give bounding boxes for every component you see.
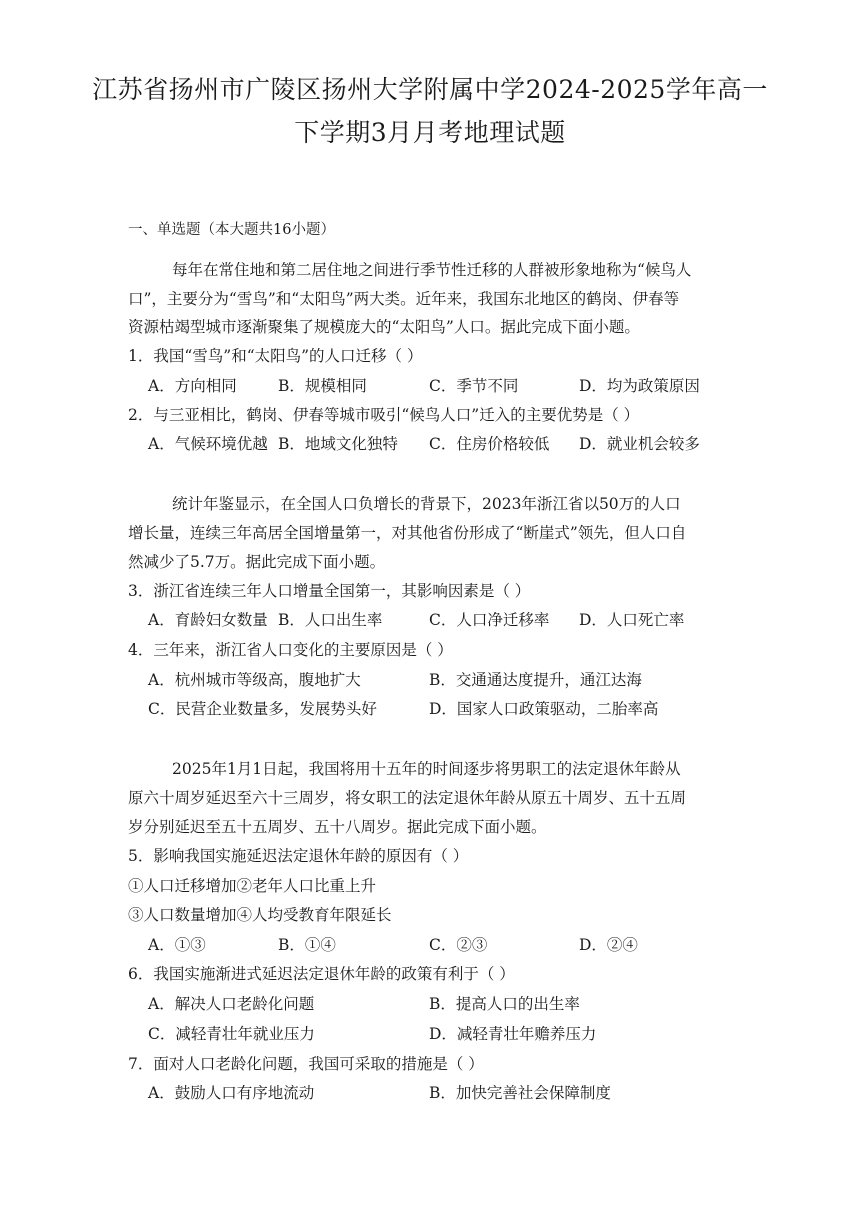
option-a[interactable]: A．方向相同 (148, 377, 237, 395)
page-title-line-2: 下学期3月月考地理试题 (294, 118, 566, 147)
option-c[interactable]: C．人口净迁移率 (429, 611, 550, 629)
option-b[interactable]: B．地域文化独特 (278, 435, 398, 453)
option-d[interactable]: D．人口死亡率 (579, 611, 685, 629)
page-title-line-1: 江苏省扬州市广陵区扬州大学附属中学2024-2025学年高一 (92, 75, 768, 104)
question-3-stem: 3．浙江省连续三年人口增量全国第一，其影响因素是（ ） (128, 582, 531, 600)
option-c[interactable]: C．住房价格较低 (429, 435, 550, 453)
option-d[interactable]: D．均为政策原因 (579, 377, 700, 395)
option-a[interactable]: A．气候环境优越 (148, 435, 268, 453)
option-a[interactable]: A．杭州城市等级高，腹地扩大 (148, 671, 361, 689)
passage-2-line-3: 然减少了5.7万。据此完成下面小题。 (128, 553, 386, 571)
question-1-stem: 1．我国“雪鸟”和“太阳鸟”的人口迁移（ ） (128, 347, 423, 365)
passage-1-line-1: 每年在常住地和第二居住地之间进行季节性迁移的人群被形象地称为“候鸟人 (172, 261, 692, 279)
question-5-item-line-1: ①人口迁移增加②老年人口比重上升 (128, 877, 377, 895)
option-a[interactable]: A．①③ (148, 936, 206, 954)
option-b[interactable]: B．提高人口的出生率 (429, 995, 580, 1013)
option-d[interactable]: D．就业机会较多 (579, 435, 700, 453)
option-c[interactable]: C．②③ (429, 936, 488, 954)
option-a[interactable]: A．鼓励人口有序地流动 (148, 1084, 315, 1102)
question-6-stem: 6．我国实施渐进式延迟法定退休年龄的政策有利于（ ） (128, 965, 515, 983)
passage-1-line-3: 资源枯竭型城市逐渐聚集了规模庞大的“太阳鸟”人口。据此完成下面小题。 (128, 318, 640, 336)
passage-2-line-2: 增长量，连续三年高居全国增量第一，对其他省份形成了“断崖式”领先，但人口自 (128, 524, 687, 542)
option-b[interactable]: B．①④ (278, 936, 336, 954)
option-b[interactable]: B．交通通达度提升，通江达海 (429, 671, 642, 689)
passage-1-line-2: 口”，主要分为“雪鸟”和“太阳鸟”两大类。近年来，我国东北地区的鹤岗、伊春等 (128, 290, 680, 308)
passage-3-line-3: 岁分别延迟至五十五周岁、五十八周岁。据此完成下面小题。 (128, 818, 547, 836)
question-2-stem: 2．与三亚相比，鹤岗、伊春等城市吸引“候鸟人口”迁入的主要优势是（ ） (128, 406, 640, 424)
passage-3-line-2: 原六十周岁延迟至六十三周岁，将女职工的法定退休年龄从原五十周岁、五十五周 (128, 789, 687, 807)
option-d[interactable]: D．国家人口政策驱动，二胎率高 (429, 700, 659, 718)
option-c[interactable]: C．减轻青壮年就业压力 (148, 1025, 315, 1043)
option-b[interactable]: B．加快完善社会保障制度 (429, 1084, 611, 1102)
option-b[interactable]: B．规模相同 (278, 377, 367, 395)
section-heading: 一、单选题（本大题共16小题） (128, 222, 335, 238)
passage-2-line-1: 统计年鉴显示，在全国人口负增长的背景下，2023年浙江省以50万的人口 (172, 495, 681, 513)
option-c[interactable]: C．季节不同 (429, 377, 519, 395)
question-7-stem: 7．面对人口老龄化问题，我国可采取的措施是（ ） (128, 1055, 484, 1073)
option-d[interactable]: D．②④ (579, 936, 638, 954)
question-4-stem: 4．三年来，浙江省人口变化的主要原因是（ ） (128, 641, 453, 659)
option-d[interactable]: D．减轻青壮年赡养压力 (429, 1025, 597, 1043)
option-a[interactable]: A．育龄妇女数量 (148, 611, 268, 629)
question-5-stem: 5．影响我国实施延迟法定退休年龄的原因有（ ） (128, 847, 469, 865)
option-c[interactable]: C．民营企业数量多，发展势头好 (148, 700, 377, 718)
option-b[interactable]: B．人口出生率 (278, 611, 383, 629)
question-5-item-line-2: ③人口数量增加④人均受教育年限延长 (128, 906, 392, 924)
option-a[interactable]: A．解决人口老龄化问题 (148, 995, 315, 1013)
passage-3-line-1: 2025年1月1日起，我国将用十五年的时间逐步将男职工的法定退休年龄从 (172, 760, 681, 778)
